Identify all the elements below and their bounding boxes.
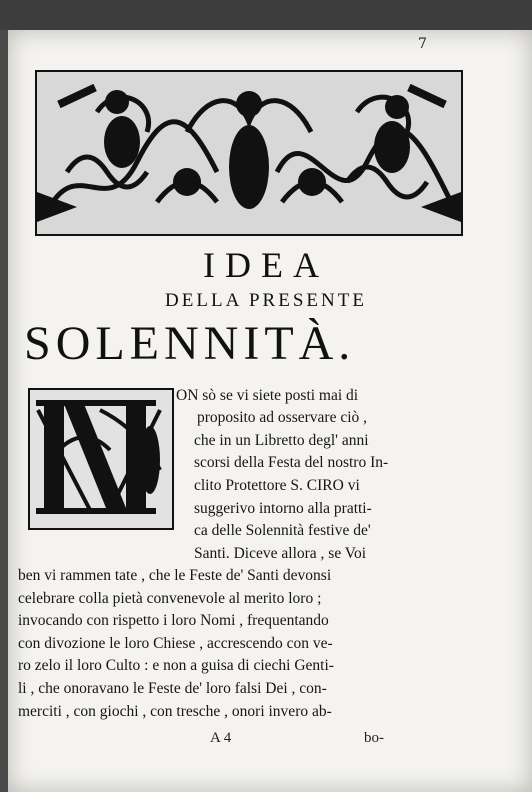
text-line: che in un Libretto degl' anni	[194, 432, 369, 449]
text-line: ca delle Solennità festive de'	[194, 522, 371, 539]
headpiece-ornament-icon	[37, 72, 461, 234]
text-line: proposito ad osservare ciò ,	[197, 409, 368, 426]
text-line: Santi. Diceve allora , se Voi	[194, 545, 367, 562]
title-line-3: SOLENNITÀ.	[24, 317, 356, 370]
decorated-initial	[28, 388, 174, 530]
text-line: celebrare colla pietà convenevole al merito loro ;	[18, 590, 322, 607]
text-line: scorsi della Festa del nostro In-	[194, 454, 389, 471]
signature-mark: A 4	[210, 730, 232, 746]
text-line: li , che onoravano le Feste de' loro falsi Dei , con-	[18, 680, 327, 697]
ornamental-headpiece	[35, 70, 463, 236]
decorated-initial-n-icon	[30, 390, 172, 528]
catchword: bo-	[364, 730, 384, 746]
text-line: ro zelo il loro Culto : e non a guisa di ciechi Genti-	[18, 657, 334, 674]
text-line: ben vi rammen tate , che le Feste de' Santi devonsi	[18, 567, 332, 584]
text-line: clito Protettore S. CIRO vi	[194, 477, 360, 494]
text-line: con divozione le loro Chiese , accrescendo con ve-	[18, 635, 333, 652]
text-line: ON sò se vi siete posti mai di	[176, 387, 359, 404]
title-line-2: DELLA PRESENTE	[165, 290, 367, 311]
text-line: invocando con rispetto i loro Nomi , frequentando	[18, 612, 329, 629]
text-line: suggerivo intorno alla pratti-	[194, 500, 372, 517]
title-line-1: IDEA	[203, 245, 329, 285]
page-number: 7	[418, 36, 427, 52]
text-line: merciti , con giochi , con tresche , onori invero ab-	[18, 703, 332, 720]
scan-background-strip	[0, 0, 532, 30]
